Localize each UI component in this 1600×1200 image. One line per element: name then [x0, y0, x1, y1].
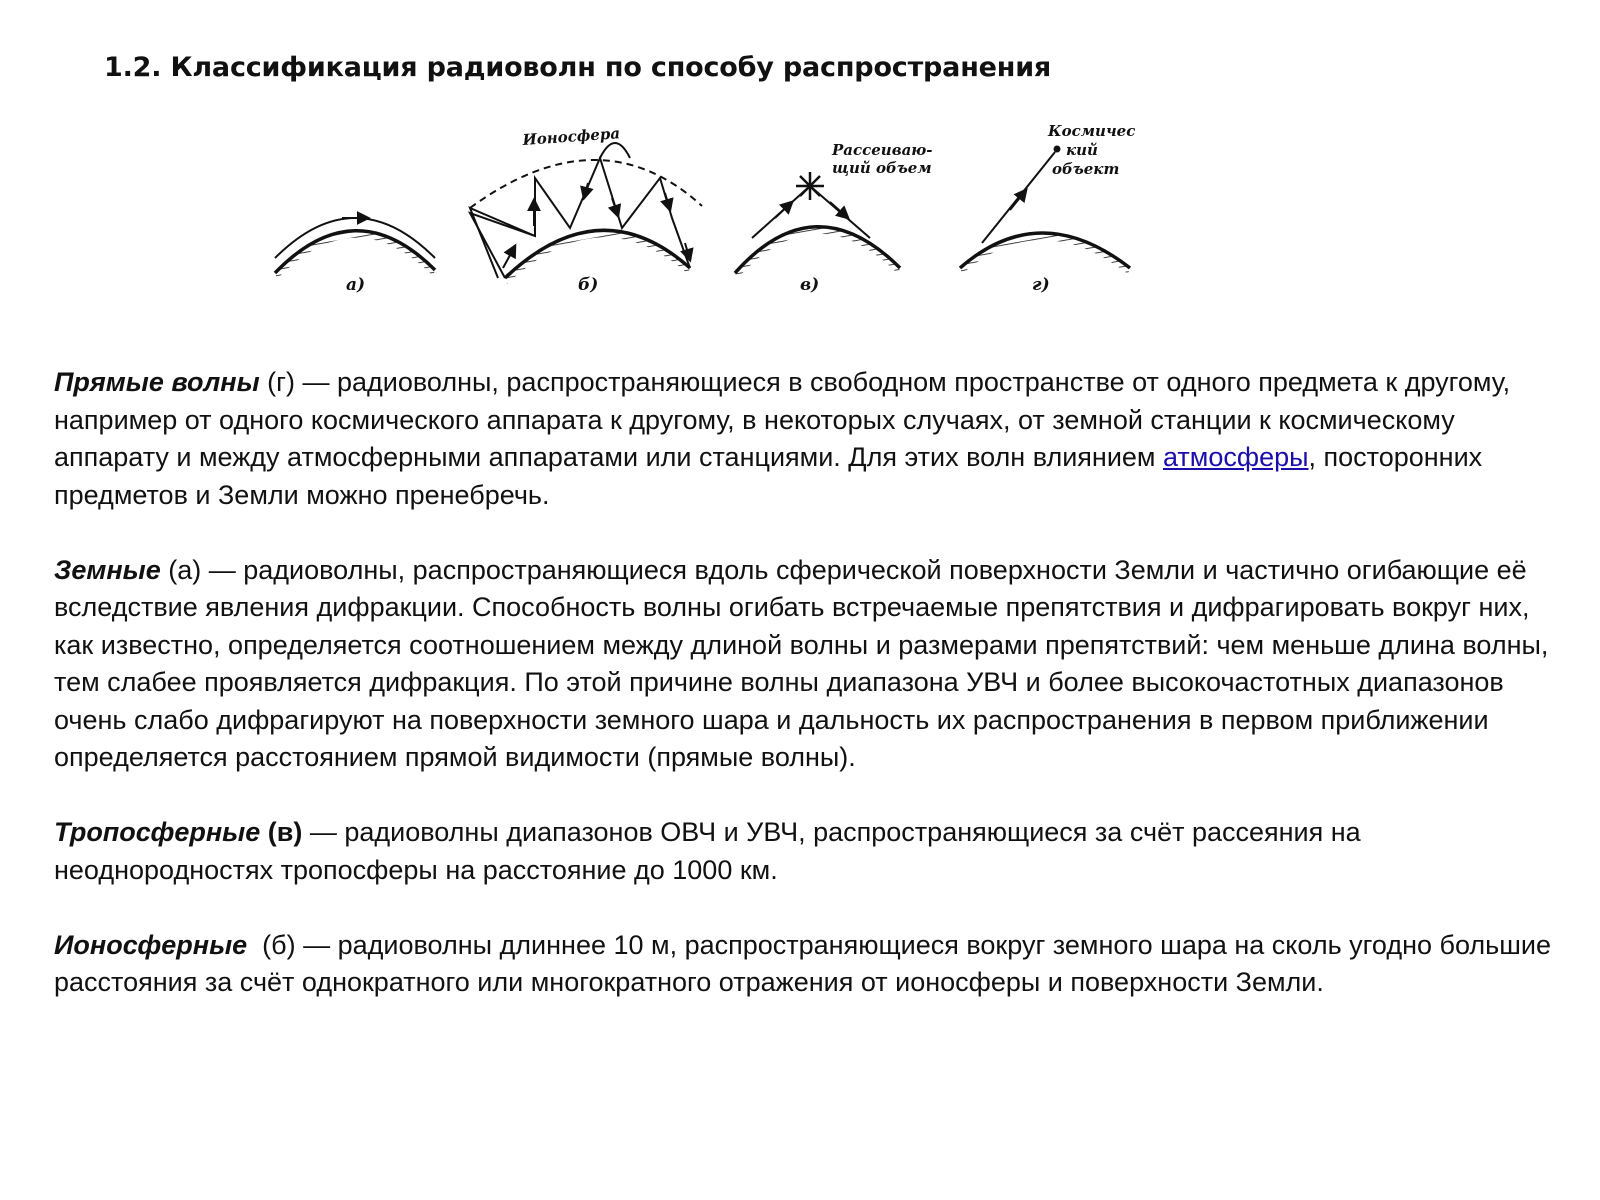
caption-scatter-2: щий объем [832, 159, 932, 177]
term-tropospheric-waves: Тропосферные [54, 817, 261, 847]
caption-space-3: объект [1052, 160, 1120, 178]
diagram-a-ground-wave [275, 218, 435, 295]
diagram-label-v: в) [800, 275, 820, 295]
diagram-b-ionospheric-wave [470, 124, 702, 295]
tropo-mark: (в) [260, 817, 303, 847]
paragraph-direct-waves [54, 364, 1554, 514]
tropo-text: — радиоволны диапазонов ОВЧ и УВЧ, распространяющиеся за счёт рассеяния на неоднородностях тропосферы на расстояние до 1000 км. [54, 817, 1361, 885]
direct-text-2: , посторонних предметов и Земли можно пренебречь. [54, 442, 1483, 510]
diagram-label-b: б) [578, 275, 599, 295]
body-text [54, 364, 1559, 1039]
iono-text: (б) — радиоволны длиннее 10 м, распространяющиеся вокруг земного шара на сколь угодно большие расстояния за счёт однократного или многократного отражения от ионосферы и поверхности Земли. [54, 929, 1559, 997]
caption-space-2: кий [1066, 141, 1098, 159]
term-ionospheric-waves: Ионосферные [54, 929, 248, 960]
scatter-star-icon [796, 172, 824, 200]
diagram-g-direct-wave [960, 122, 1135, 295]
propagation-figure [270, 118, 1170, 318]
paragraph-ground-waves [54, 552, 1554, 777]
paragraph-tropospheric-waves [54, 814, 1554, 889]
term-ground-waves: Земные [54, 554, 161, 585]
caption-ionosphere: Ионосфера [522, 124, 621, 149]
term-direct-waves: Прямые волны [54, 367, 260, 397]
direct-text-1: (г) — радиоволны, распространяющиеся в свободном пространстве от одного предмета к другому, например от одного космического аппарата к другому, в некоторых случаях, от земной станции к космическому аппарату и между атмосферными аппаратами или станциями. Для этих волн влиянием [54, 367, 1511, 472]
caption-space-1: Космичес [1048, 122, 1136, 140]
atmosphere-link[interactable]: атмосферы [1162, 442, 1309, 472]
diagram-label-g: г) [1032, 275, 1050, 295]
propagation-diagram [270, 118, 1170, 318]
page-title: 1.2. Классификация радиоволн по способу распространения [104, 52, 1052, 83]
ground-text: (а) — радиоволны, распространяющиеся вдоль сферической поверхности Земли и частично огибающие её вследствие явления дифракции. Способность волны огибать встречаемые препятствия и дифрагировать вокруг них, как известно, определяется соотношением между длиной волны и размерами препятствий: чем меньше длина волны, тем слабее проявляется дифракция. По этой причине волны диапазона УВЧ и более высокочастотных диапазонов очень слабо дифрагируют на поверхности земного шара и дальность их распространения в первом приближении определяется расстоянием прямой видимости (прямые волны). [54, 554, 1549, 772]
paragraph-ionospheric-waves [54, 927, 1559, 1002]
diagram-v-tropospheric-scatter [735, 141, 933, 295]
caption-scatter-1: Рассеиваю- [832, 141, 933, 159]
diagram-label-a: а) [346, 275, 366, 295]
space-object-icon [1054, 146, 1061, 153]
